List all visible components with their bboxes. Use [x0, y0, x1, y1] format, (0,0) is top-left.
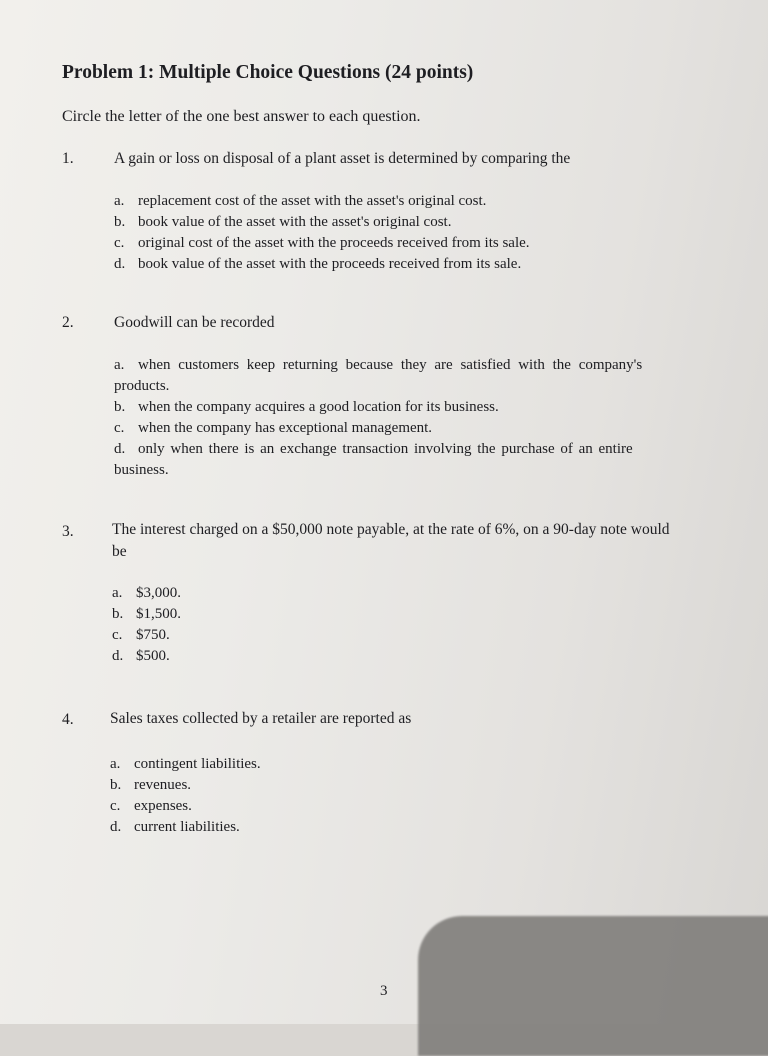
- option-list: [114, 355, 642, 481]
- option-c: [110, 796, 261, 817]
- option-text: $500.: [136, 648, 170, 664]
- question-text: The interest charged on a $50,000 note payable, at the rate of 6%, on a 90-day note would: [112, 521, 670, 538]
- option-list: [112, 583, 181, 667]
- option-list: [114, 191, 530, 275]
- question-number: 4.: [62, 711, 74, 728]
- option-d: [112, 646, 181, 667]
- question-number: 1.: [62, 150, 74, 167]
- option-text: $750.: [136, 627, 170, 643]
- page-number: 3: [380, 983, 388, 999]
- question-text: Sales taxes collected by a retailer are reported as: [110, 710, 412, 727]
- option-text: book value of the asset with the proceeds received from its sale.: [138, 256, 522, 272]
- question-text: Goodwill can be recorded: [114, 314, 275, 331]
- option-text: $3,000.: [136, 585, 181, 601]
- option-b: [110, 775, 261, 796]
- question-number: 3.: [62, 523, 74, 540]
- option-letter: d.: [110, 819, 122, 835]
- option-letter: d.: [112, 648, 124, 664]
- option-letter: a.: [110, 756, 121, 772]
- option-d: [110, 817, 261, 838]
- option-list: [110, 754, 261, 838]
- option-letter: a.: [112, 585, 123, 601]
- option-d-continuation: business.: [114, 462, 169, 478]
- option-text: book value of the asset with the asset's original cost.: [138, 214, 452, 230]
- option-letter: b.: [114, 399, 126, 415]
- option-letter: c.: [112, 627, 123, 643]
- option-text: revenues.: [134, 777, 192, 793]
- option-letter: c.: [110, 798, 121, 814]
- option-a: [110, 754, 261, 775]
- option-letter: b.: [112, 606, 124, 622]
- shadow-region: [418, 916, 768, 1056]
- option-a: [114, 355, 642, 376]
- option-letter: c.: [114, 420, 125, 436]
- option-a: [112, 583, 181, 604]
- option-text: $1,500.: [136, 606, 181, 622]
- option-letter: b.: [110, 777, 122, 793]
- option-b: [112, 604, 181, 625]
- option-text: current liabilities.: [134, 819, 240, 835]
- option-d: [114, 254, 530, 275]
- option-b: [114, 212, 530, 233]
- option-letter: b.: [114, 214, 126, 230]
- option-letter: a.: [114, 357, 125, 373]
- option-letter: c.: [114, 235, 125, 251]
- option-text: only when there is an exchange transaction involving the purchase of an entire: [138, 441, 633, 457]
- instructions: Circle the letter of the one best answer to each question.: [62, 108, 421, 125]
- option-text: original cost of the asset with the proceeds received from its sale.: [138, 235, 530, 251]
- option-b: [114, 397, 642, 418]
- option-letter: d.: [114, 441, 126, 457]
- question-text: A gain or loss on disposal of a plant asset is determined by comparing the: [114, 150, 571, 167]
- question-number: 2.: [62, 314, 74, 331]
- option-c: [114, 233, 530, 254]
- option-text: when the company acquires a good location for its business.: [138, 399, 499, 415]
- question-text-continuation: be: [112, 543, 127, 560]
- option-a-continuation: products.: [114, 378, 170, 394]
- option-letter: a.: [114, 193, 125, 209]
- option-letter: d.: [114, 256, 126, 272]
- option-c: [114, 418, 642, 439]
- option-text: expenses.: [134, 798, 192, 814]
- option-text: when customers keep returning because they are satisfied with the company's: [138, 357, 643, 373]
- option-c: [112, 625, 181, 646]
- option-text: when the company has exceptional management.: [138, 420, 433, 436]
- option-text: contingent liabilities.: [134, 756, 261, 772]
- option-d: [114, 439, 642, 460]
- option-a: [114, 191, 530, 212]
- problem-title: Problem 1: Multiple Choice Questions (24 points): [62, 62, 474, 83]
- option-text: replacement cost of the asset with the asset's original cost.: [138, 193, 487, 209]
